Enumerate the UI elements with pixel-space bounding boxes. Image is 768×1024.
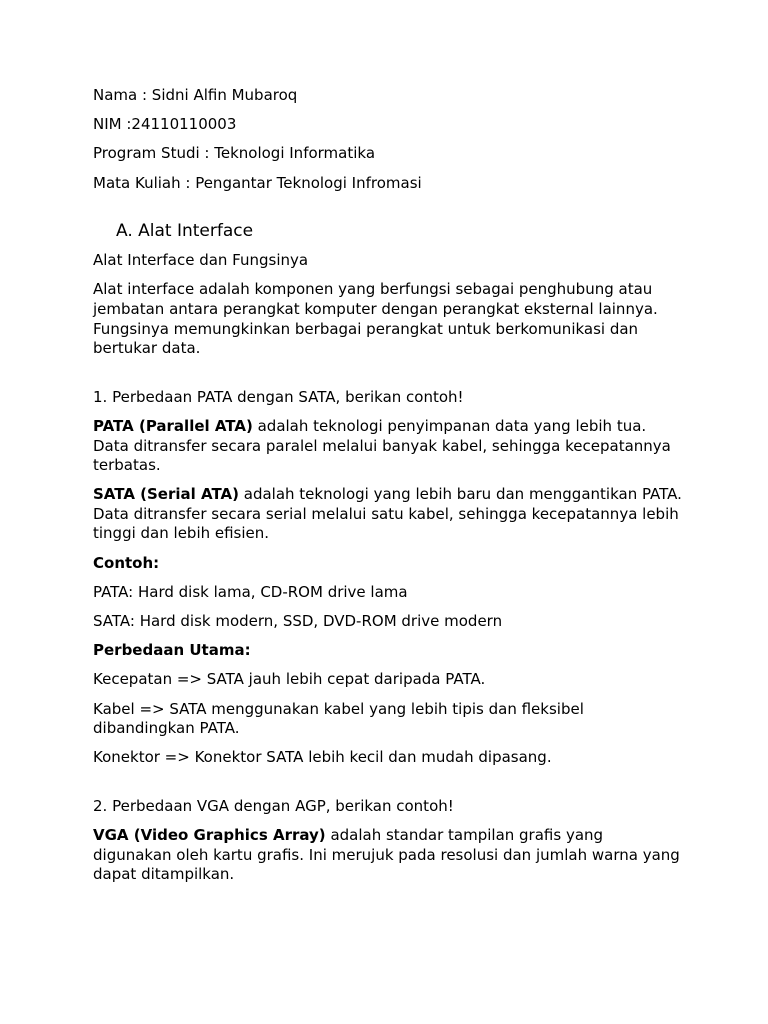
study-program: Program Studi : Teknologi Informatika [93,144,376,163]
section-a-intro: Alat interface adalah komponen yang berfungsi sebagai penghubung atau jembatan antara perangkat komputer dengan perangkat eksternal lainnya. Fungsinya memungkinkan berbagai perangkat untuk berkomunikasi dan bertukar data. [93,280,658,358]
question-1: 1. Perbedaan PATA dengan SATA, berikan contoh! [93,387,464,406]
document-page [93,86,683,895]
perbedaan-label: Perbedaan Utama: [93,641,251,660]
vga-definition [93,826,683,885]
student-nim: NIM :24110110003 [93,115,237,134]
pata-text: adalah teknologi penyimpanan data yang lebih tua. Data ditransfer secara paralel melalui banyak kabel, sehingga kecepatannya terbatas. [93,416,671,475]
sata-definition [93,485,683,544]
contoh-sata: SATA: Hard disk modern, SSD, DVD-ROM drive modern [93,612,503,631]
perbedaan-kecepatan: Kecepatan => SATA jauh lebih cepat daripada PATA. [93,670,486,689]
question-2: 2. Perbedaan VGA dengan AGP, berikan contoh! [93,796,454,815]
perbedaan-kabel: Kabel => SATA menggunakan kabel yang lebih tipis dan fleksibel dibandingkan PATA. [93,699,584,738]
section-a-heading: A. Alat Interface [116,221,254,242]
vga-term: VGA (Video Graphics Array) [93,826,326,845]
vga-text: adalah standar tampilan grafis yang digunakan oleh kartu grafis. Ini merujuk pada resolusi dan jumlah warna yang dapat ditampilkan. [93,826,680,884]
course-name: Mata Kuliah : Pengantar Teknologi Infromasi [93,173,422,192]
student-name: Nama : Sidni Alfin Mubaroq [93,86,298,104]
perbedaan-konektor: Konektor => Konektor SATA lebih kecil dan mudah dipasang. [93,748,552,767]
sata-text: adalah teknologi yang lebih baru dan menggantikan PATA. Data ditransfer secara serial melalui satu kabel, sehingga kecepatannya lebih tinggi dan lebih efisien. [93,485,682,543]
contoh-pata: PATA: Hard disk lama, CD-ROM drive lama [93,582,408,601]
section-a-subtitle: Alat Interface dan Fungsinya [93,251,309,270]
pata-definition [93,417,683,476]
contoh-label: Contoh: [93,553,160,572]
pata-term: PATA (Parallel ATA) [93,416,253,435]
sata-term: SATA (Serial ATA) [93,485,239,504]
